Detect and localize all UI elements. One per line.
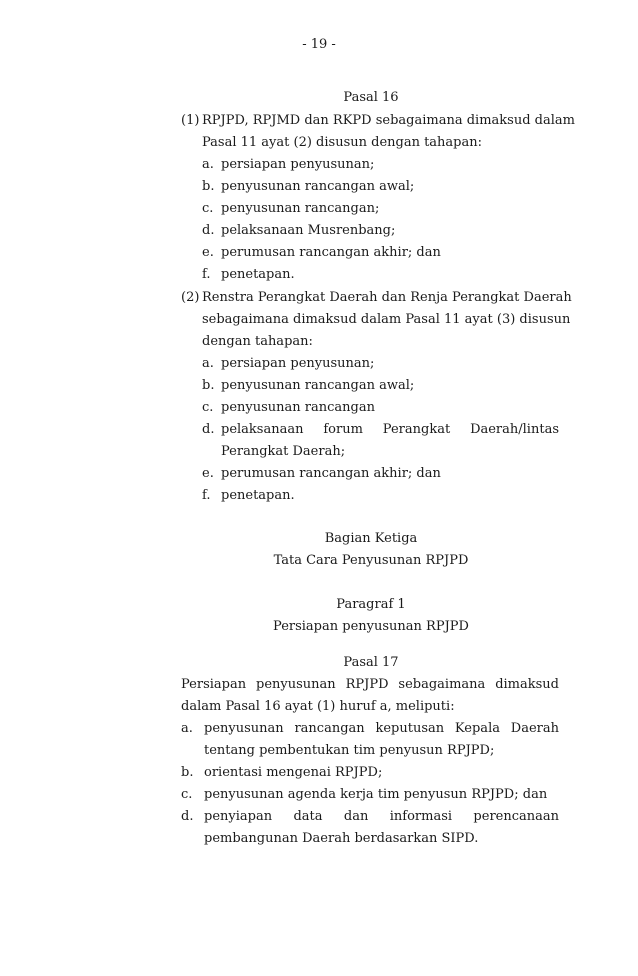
subitem-text: persiapan penyusunan; <box>221 157 375 172</box>
subitem-text: persiapan penyusunan; <box>221 356 375 371</box>
subitem-label: e. <box>202 245 214 260</box>
list-item-text: penyiapan data dan informasi perencanaan <box>204 809 559 824</box>
subitem-label: e. <box>202 466 214 481</box>
list-item-text: tentang pembentukan tim penyusun RPJPD; <box>204 743 495 758</box>
subitem-text: perumusan rancangan akhir; dan <box>221 466 441 481</box>
page-number: - 19 - <box>302 37 336 52</box>
subitem-text: penyusunan rancangan <box>221 400 375 415</box>
item-text-line: Renstra Perangkat Daerah dan Renja Perangkat Daerah <box>202 290 572 305</box>
list-item-label: d. <box>181 809 194 824</box>
subitem-text: penyusunan rancangan; <box>221 201 380 216</box>
list-item-text: penyusunan agenda kerja tim penyusun RPJPD; dan <box>204 787 548 802</box>
subitem-label: f. <box>202 488 211 503</box>
pasal-17-heading: Pasal 17 <box>343 655 399 670</box>
subitem-text: penetapan. <box>221 488 295 503</box>
list-item-label: a. <box>181 721 193 736</box>
subitem-label: b. <box>202 179 215 194</box>
item-number: (1) <box>181 113 200 128</box>
pasal-16-heading: Pasal 16 <box>343 90 399 105</box>
section-title: Bagian Ketiga <box>324 531 418 546</box>
item-number: (2) <box>181 290 200 305</box>
item-text-line: RPJPD, RPJMD dan RKPD sebagaimana dimaksud dalam <box>202 113 575 128</box>
section-subtitle: Tata Cara Penyusunan RPJPD <box>273 553 469 568</box>
list-item-label: c. <box>181 787 193 802</box>
pasal-17-intro-line: Persiapan penyusunan RPJPD sebagaimana dimaksud <box>181 677 559 692</box>
subitem-label: b. <box>202 378 215 393</box>
item-text-line: sebagaimana dimaksud dalam Pasal 11 ayat (3) disusun <box>202 312 571 327</box>
subitem-text: pelaksanaan forum Perangkat Daerah/lintas <box>221 422 559 437</box>
item-text-line: dengan tahapan: <box>202 334 313 349</box>
subitem-text: pelaksanaan Musrenbang; <box>221 223 396 238</box>
list-item-label: b. <box>181 765 194 780</box>
subitem-text: penyusunan rancangan awal; <box>221 378 415 393</box>
item-text-line: Pasal 11 ayat (2) disusun dengan tahapan: <box>202 135 483 150</box>
subitem-label: d. <box>202 422 215 437</box>
paragraph-subtitle: Persiapan penyusunan RPJPD <box>273 619 469 634</box>
paragraph-title: Paragraf 1 <box>336 597 406 612</box>
subitem-text: penetapan. <box>221 267 295 282</box>
subitem-text: Perangkat Daerah; <box>221 444 346 459</box>
subitem-label: d. <box>202 223 215 238</box>
pasal-17-intro-line: dalam Pasal 16 ayat (1) huruf a, meliputi: <box>181 699 455 714</box>
subitem-label: a. <box>202 356 214 371</box>
subitem-text: perumusan rancangan akhir; dan <box>221 245 441 260</box>
subitem-text: penyusunan rancangan awal; <box>221 179 415 194</box>
subitem-label: f. <box>202 267 211 282</box>
list-item-text: pembangunan Daerah berdasarkan SIPD. <box>204 831 479 846</box>
list-item-text: penyusunan rancangan keputusan Kepala Daerah <box>204 721 559 736</box>
subitem-label: c. <box>202 201 214 216</box>
subitem-label: c. <box>202 400 214 415</box>
subitem-label: a. <box>202 157 214 172</box>
list-item-text: orientasi mengenai RPJPD; <box>204 765 383 780</box>
